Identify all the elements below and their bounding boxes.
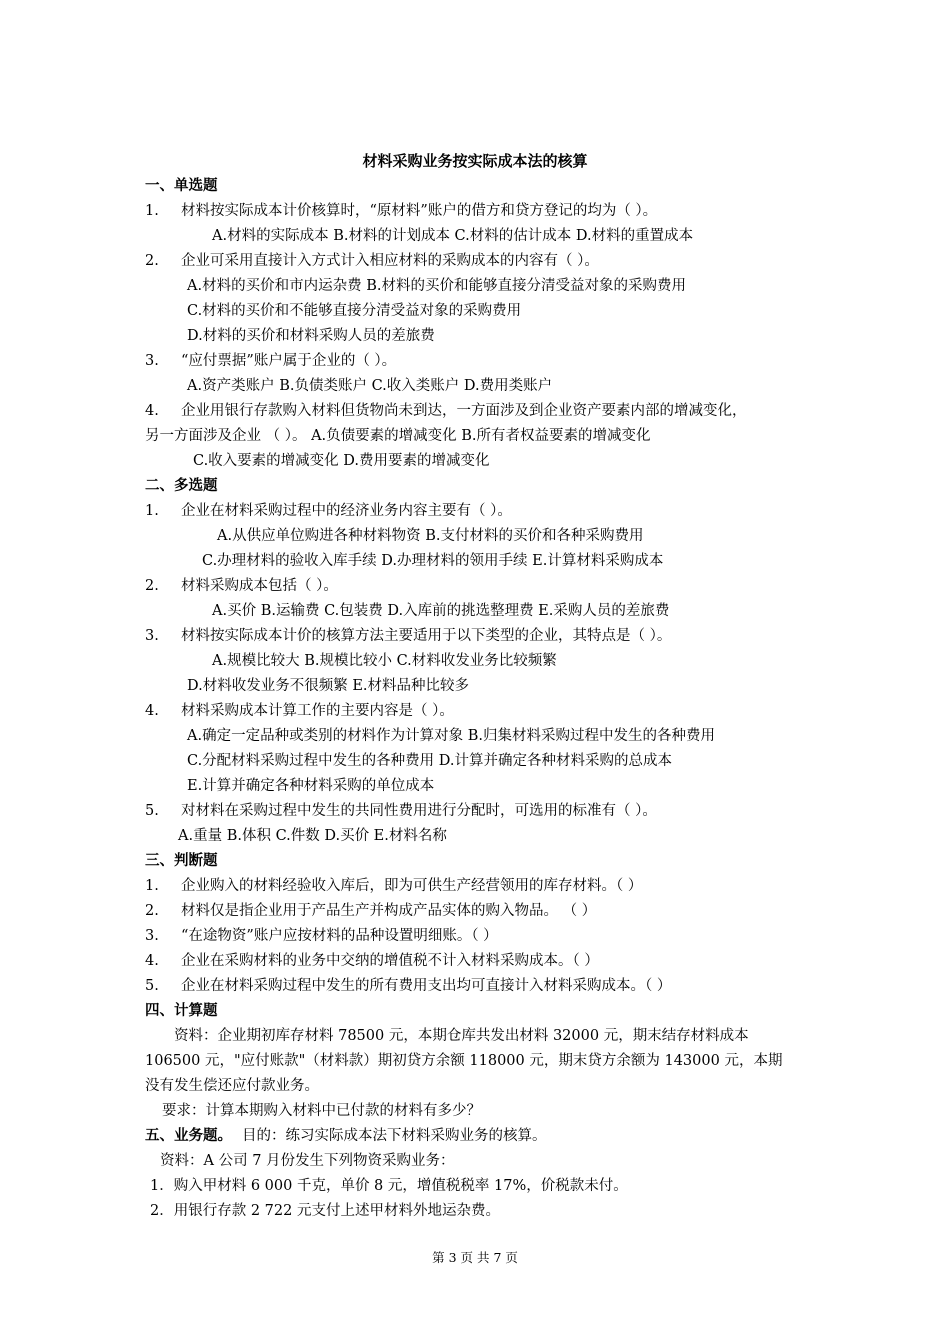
option-multi-3abc: A.规模比较大 B.规模比较小 C.材料收发业务比较频繁 <box>212 653 557 669</box>
option-multi-4e: E.计算并确定各种材料采购的单位成本 <box>187 778 435 794</box>
business-item-1: 1．购入甲材料 6 000 千克，单价 8 元，增值税税率 17%，价税款未付。 <box>150 1178 628 1194</box>
business-material: 资料：A 公司 7 月份发生下列物资采购业务： <box>160 1153 455 1169</box>
options-multi-5: A.重量 B.体积 C.件数 D.买价 E.材料名称 <box>178 828 447 844</box>
page-footer: 第 3 页 共 7 页 <box>432 1250 518 1265</box>
option-single-2a: A.材料的买价和市内运杂费 B.材料的买价和能够直接分清受益对象的采购费用 <box>187 278 686 294</box>
question-multi-4: 4. 材料采购成本计算工作的主要内容是（ ）。 <box>145 703 454 719</box>
option-multi-3de: D.材料收发业务不很频繁 E.材料品种比较多 <box>187 678 470 694</box>
calc-material-line-3: 没有发生偿还应付款业务。 <box>145 1078 319 1094</box>
section-heading-single-choice: 一、单选题 <box>145 178 218 194</box>
business-item-2: 2．用银行存款 2 722 元支付上述甲材料外地运杂费。 <box>150 1203 500 1219</box>
section-heading-multi-choice: 二、多选题 <box>145 478 218 494</box>
question-judge-3: 3. “在途物资”账户应按材料的品种设置明细账。（ ） <box>145 928 498 944</box>
question-multi-3: 3. 材料按实际成本计价的核算方法主要适用于以下类型的企业，其特点是（ ）。 <box>145 628 672 644</box>
question-multi-1: 1. 企业在材料采购过程中的经济业务内容主要有（ ）。 <box>145 503 512 519</box>
calc-material-line-2: 106500 元，"应付账款"（材料款）期初贷方余额 118000 元，期末贷方余额为 143000 元，本期 <box>145 1053 783 1069</box>
options-multi-2: A.买价 B.运输费 C.包装费 D.入库前的挑选整理费 E.采购人员的差旅费 <box>212 603 670 619</box>
section-heading-calculation: 四、计算题 <box>145 1003 218 1019</box>
section-heading-business: 五、业务题。 目的：练习实际成本法下材料采购业务的核算。 <box>145 1128 547 1144</box>
question-single-2: 2. 企业可采用直接计入方式计入相应材料的采购成本的内容有（ ）。 <box>145 253 599 269</box>
calc-material-line-1: 资料：企业期初库存材料 78500 元，本期仓库共发出材料 32000 元，期末结存材料成本 <box>174 1028 749 1044</box>
option-multi-4ab: A.确定一定品种或类别的材料作为计算对象 B.归集材料采购过程中发生的各种费用 <box>187 728 715 744</box>
options-single-3: A.资产类账户 B.负债类账户 C.收入类账户 D.费用类账户 <box>187 378 553 394</box>
question-judge-1: 1. 企业购入的材料经验收入库后，即为可供生产经营领用的库存材料。（ ） <box>145 878 643 894</box>
question-single-4-cont: 另一方面涉及企业 （ ）。 A.负债要素的增减变化 B.所有者权益要素的增减变化 <box>145 428 651 444</box>
question-judge-2: 2. 材料仅是指企业用于产品生产并构成产品实体的购入物品。 （ ） <box>145 903 597 919</box>
question-single-4: 4. 企业用银行存款购入材料但货物尚未到达，一方面涉及到企业资产要素内部的增减变化， <box>145 403 747 419</box>
option-single-2d: D.材料的买价和材料采购人员的差旅费 <box>187 328 435 344</box>
options-single-1: A.材料的实际成本 B.材料的计划成本 C.材料的估计成本 D.材料的重置成本 <box>212 228 694 244</box>
question-judge-5: 5. 企业在材料采购过程中发生的所有费用支出均可直接计入材料采购成本。（ ） <box>145 978 672 994</box>
section-heading-true-false: 三、判断题 <box>145 853 218 869</box>
option-multi-1ab: A.从供应单位购进各种材料物资 B.支付材料的买价和各种采购费用 <box>217 528 644 544</box>
calc-requirement: 要求：计算本期购入材料中已付款的材料有多少？ <box>162 1103 481 1119</box>
option-multi-1cde: C.办理材料的验收入库手续 D.办理材料的领用手续 E.计算材料采购成本 <box>202 553 664 569</box>
options-single-4: C.收入要素的增减变化 D.费用要素的增减变化 <box>193 453 490 469</box>
document-title: 材料采购业务按实际成本法的核算 <box>362 152 588 170</box>
question-judge-4: 4. 企业在采购材料的业务中交纳的增值税不计入材料采购成本。（ ） <box>145 953 599 969</box>
question-multi-2: 2. 材料采购成本包括（ ）。 <box>145 578 338 594</box>
question-single-1: 1. 材料按实际成本计价核算时，“原材料”账户的借方和贷方登记的均为（ ）。 <box>145 203 658 219</box>
option-multi-4cd: C.分配材料采购过程中发生的各种费用 D.计算并确定各种材料采购的总成本 <box>187 753 673 769</box>
question-single-3: 3. “应付票据”账户属于企业的（ ）。 <box>145 353 397 369</box>
question-multi-5: 5. 对材料在采购过程中发生的共同性费用进行分配时，可选用的标准有（ ）。 <box>145 803 657 819</box>
option-single-2c: C.材料的买价和不能够直接分清受益对象的采购费用 <box>187 303 522 319</box>
